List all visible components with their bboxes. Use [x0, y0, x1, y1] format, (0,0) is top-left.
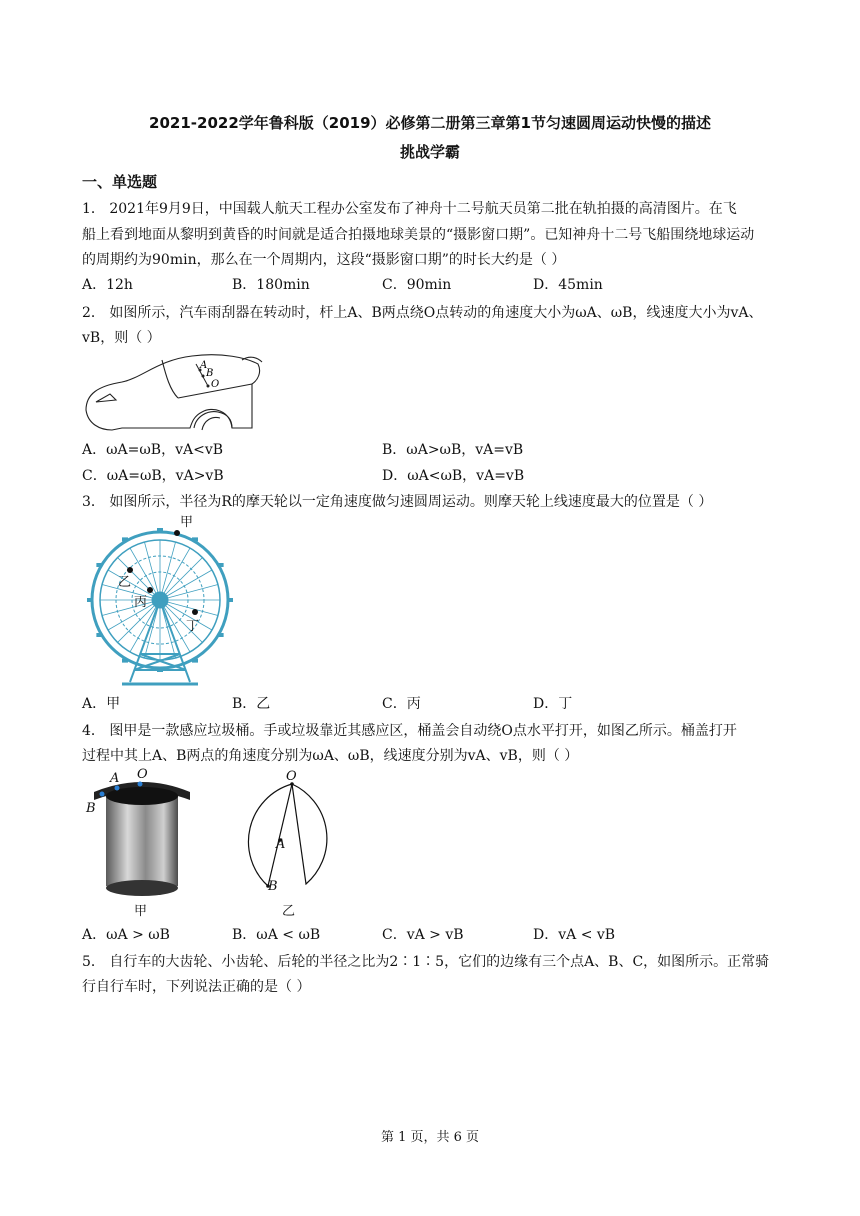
q3-option-a[interactable]: A．甲: [82, 696, 121, 712]
lid-rotation-figure: [222, 768, 362, 920]
q5-line2: 行自行车时，下列说法正确的是（ ）: [82, 979, 311, 995]
label-bing: 丙: [134, 595, 148, 610]
fig-label-b: B: [206, 368, 214, 379]
q3-option-d[interactable]: D．丁: [533, 696, 573, 712]
q4-option-d[interactable]: D．vA < vB: [533, 927, 616, 943]
q2-line2: vB，则（ ）: [82, 330, 161, 346]
can-label-b: B: [86, 801, 96, 816]
q2-option-d[interactable]: D．ωA<ωB，vA=vB: [382, 468, 525, 484]
caption-jia: 甲: [134, 904, 148, 919]
q4-option-c[interactable]: C．vA > vB: [382, 927, 464, 943]
can-label-a: A: [110, 771, 120, 786]
q1-line2: 船上看到地面从黎明到黄昏的时间就是适合拍摄地球美景的“摄影窗口期”。已知神舟十二号飞船围绕地球运动: [82, 227, 755, 243]
caption-yi: 乙: [282, 904, 296, 919]
document-title: 2021-2022学年鲁科版（2019）必修第二册第三章第1节匀速圆周运动快慢的描述: [149, 114, 711, 132]
can-label-o: O: [137, 768, 148, 782]
q4-option-a[interactable]: A．ωA > ωB: [82, 927, 170, 943]
q4-option-b[interactable]: B．ωA < ωB: [232, 927, 321, 943]
trash-can-figure: [82, 768, 197, 920]
fig-label-o: O: [211, 379, 220, 390]
label-jia: 甲: [180, 515, 194, 530]
q3-line1: 3． 如图所示，半径为R的摩天轮以一定角速度做匀速圆周运动。则摩天轮上线速度最大的位置是（ ）: [82, 494, 713, 510]
q5-line1: 5． 自行车的大齿轮、小齿轮、后轮的半径之比为2∶1∶5，它们的边缘有三个点A、B、C，如图所示。正常骑: [82, 954, 770, 970]
car-wiper-figure: [82, 350, 267, 432]
document-subtitle: 挑战学霸: [399, 143, 460, 161]
lid-label-a: A: [276, 837, 286, 852]
lid-label-o: O: [286, 769, 297, 784]
q1-option-c[interactable]: C．90min: [382, 277, 452, 293]
q3-option-c[interactable]: C．丙: [382, 696, 421, 712]
q2-option-b[interactable]: B．ωA>ωB，vA=vB: [382, 442, 524, 458]
q1-line3: 的周期约为90min，那么在一个周期内，这段“摄影窗口期”的时长大约是（ ）: [82, 252, 566, 268]
ferris-wheel-figure: [82, 512, 242, 690]
lid-label-b: B: [268, 879, 278, 894]
page-footer: 第 1 页，共 6 页: [380, 1130, 480, 1145]
q1-option-a[interactable]: A．12h: [82, 277, 133, 293]
q4-line1: 4． 图甲是一款感应垃圾桶。手或垃圾靠近其感应区，桶盖会自动绕O点水平打开，如图乙所示。桶盖打开: [82, 723, 737, 739]
q1-line1: 1． 2021年9月9日，中国载人航天工程办公室发布了神舟十二号航天员第二批在轨拍摄的高清图片。在飞: [82, 201, 737, 217]
q1-option-b[interactable]: B．180min: [232, 277, 310, 293]
q1-option-d[interactable]: D．45min: [533, 277, 603, 293]
q2-option-c[interactable]: C．ωA=ωB，vA>vB: [82, 468, 224, 484]
q4-line2: 过程中其上A、B两点的角速度分别为ωA、ωB，线速度分别为vA、vB，则（ ）: [82, 748, 579, 764]
q3-option-b[interactable]: B．乙: [232, 696, 271, 712]
fig-label-a: A: [200, 360, 208, 371]
label-ding: 丁: [186, 619, 200, 634]
q2-line1: 2． 如图所示，汽车雨刮器在转动时，杆上A、B两点绕O点转动的角速度大小为ωA、ωB，线速度大小为vA、: [82, 305, 763, 321]
q2-option-a[interactable]: A．ωA=ωB，vA<vB: [82, 442, 224, 458]
label-yi: 乙: [118, 575, 132, 590]
section-heading: 一、单选题: [82, 173, 158, 191]
